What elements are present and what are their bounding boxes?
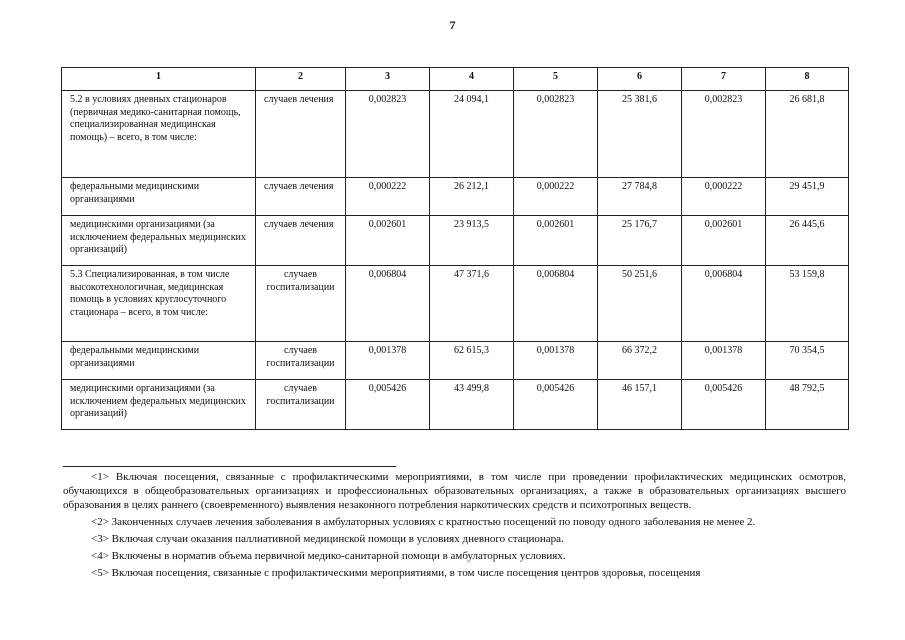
footnotes [63, 470, 846, 583]
footnote: <3> Включая случаи оказания паллиативной медицинской помощи в условиях дневного стационара. [91, 533, 564, 545]
cell-value: 0,006804 [514, 266, 598, 342]
table-row [62, 216, 849, 266]
cell-value: 53 159,8 [766, 266, 849, 342]
table-header-row [62, 68, 849, 91]
cell-value: 0,002823 [346, 91, 430, 178]
column-header: 8 [766, 68, 849, 91]
cell-value: 0,000222 [682, 178, 766, 216]
cell-value: 43 499,8 [430, 380, 514, 430]
cell-value: 0,002601 [682, 216, 766, 266]
cell-value: 66 372,2 [598, 342, 682, 380]
cell-value: 62 615,3 [430, 342, 514, 380]
cell-value: 50 251,6 [598, 266, 682, 342]
row-name: медицинскими организациями (за исключением федеральных медицинских организаций) [62, 380, 256, 430]
cell-value: 0,001378 [346, 342, 430, 380]
cell-value: 0,002823 [514, 91, 598, 178]
row-name: федеральными медицинскими организациями [62, 342, 256, 380]
cell-value: 0,002601 [514, 216, 598, 266]
cell-value: 26 445,6 [766, 216, 849, 266]
cell-value: 0,000222 [514, 178, 598, 216]
row-unit: случаев лечения [256, 178, 346, 216]
cell-value: 26 212,1 [430, 178, 514, 216]
cell-value: 25 176,7 [598, 216, 682, 266]
cell-value: 0,005426 [346, 380, 430, 430]
row-unit: случаев госпитализации [256, 342, 346, 380]
column-header: 1 [62, 68, 256, 91]
row-name: федеральными медицинскими организациями [62, 178, 256, 216]
cell-value: 48 792,5 [766, 380, 849, 430]
cell-value: 0,001378 [514, 342, 598, 380]
cell-value: 0,005426 [514, 380, 598, 430]
column-header: 2 [256, 68, 346, 91]
column-header: 6 [598, 68, 682, 91]
cell-value: 24 094,1 [430, 91, 514, 178]
table-row [62, 342, 849, 380]
column-header: 5 [514, 68, 598, 91]
footnote: <2> Законченных случаев лечения заболевания в амбулаторных условиях с кратностью посещений по поводу одного заболевания не менее 2. [91, 516, 756, 528]
footnote: <4> Включены в норматив объема первичной медико-санитарной помощи в амбулаторных условиях. [91, 550, 566, 562]
cell-value: 0,005426 [682, 380, 766, 430]
row-name: 5.3 Специализированная, в том числе высокотехнологичная, медицинская помощь в условиях круглосуточного стационара – всего, в том числе: [62, 266, 256, 342]
cell-value: 0,002601 [346, 216, 430, 266]
row-unit: случаев лечения [256, 216, 346, 266]
cell-value: 46 157,1 [598, 380, 682, 430]
cell-value: 29 451,9 [766, 178, 849, 216]
table-row [62, 266, 849, 342]
row-unit: случаев госпитализации [256, 380, 346, 430]
row-name: медицинскими организациями (за исключением федеральных медицинских организаций) [62, 216, 256, 266]
table-row [62, 91, 849, 178]
page-number: 7 [449, 18, 456, 32]
table-row [62, 178, 849, 216]
norms-table [61, 67, 849, 430]
footnote: <5> Включая посещения, связанные с профилактическими мероприятиями, в том числе посещения центров здоровья, посещения [91, 567, 701, 579]
cell-value: 0,006804 [682, 266, 766, 342]
row-unit: случаев госпитализации [256, 266, 346, 342]
row-name: 5.2 в условиях дневных стационаров (первичная медико-санитарная помощь, специализированная медицинская помощь) – всего, в том числе: [62, 91, 256, 178]
cell-value: 0,001378 [682, 342, 766, 380]
cell-value: 23 913,5 [430, 216, 514, 266]
cell-value: 0,000222 [346, 178, 430, 216]
cell-value: 25 381,6 [598, 91, 682, 178]
table-row [62, 380, 849, 430]
footnote: <1> Включая посещения, связанные с профилактическими мероприятиями, в том числе при проведении профилактических медицинских осмотров, обучающихся в общеобразовательных организациях и профессиональных образовательных организациях, а также в образовательных организациях высшего образования в целях раннего (своевременного) выявления незаконного потребления наркотических средств и психотропных веществ. [63, 471, 846, 511]
cell-value: 26 681,8 [766, 91, 849, 178]
cell-value: 70 354,5 [766, 342, 849, 380]
cell-value: 0,006804 [346, 266, 430, 342]
column-header: 7 [682, 68, 766, 91]
column-header: 4 [430, 68, 514, 91]
cell-value: 27 784,8 [598, 178, 682, 216]
cell-value: 47 371,6 [430, 266, 514, 342]
footnote-divider [63, 466, 396, 467]
column-header: 3 [346, 68, 430, 91]
cell-value: 0,002823 [682, 91, 766, 178]
row-unit: случаев лечения [256, 91, 346, 178]
